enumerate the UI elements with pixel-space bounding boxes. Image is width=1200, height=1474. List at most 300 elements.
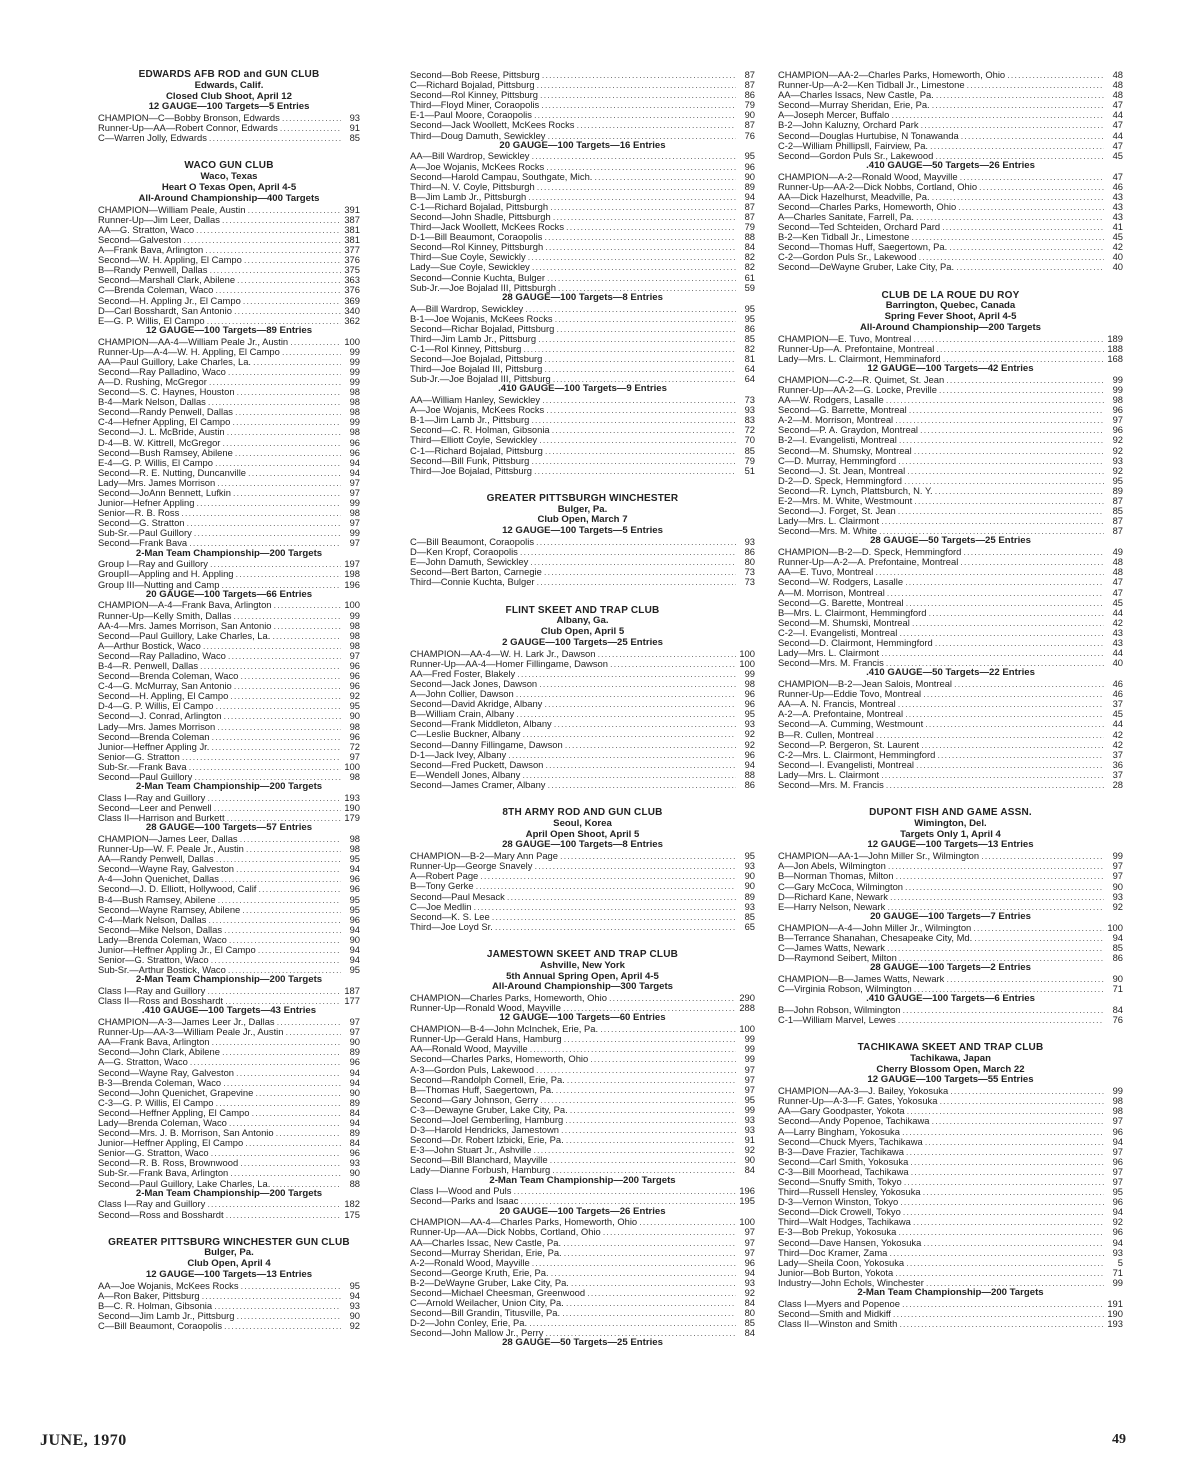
- score: 87: [744, 70, 755, 80]
- shooter-name: Third—Joe Loyd Sr.: [410, 921, 493, 932]
- result-row: [98, 762, 360, 772]
- result-row: [98, 478, 360, 488]
- score: 87: [1112, 516, 1123, 527]
- results-section: [98, 590, 360, 782]
- results-section: [778, 668, 1123, 790]
- shooter-name: CHAMPION—AA-4—Charles Parks, Homeworth, Ohio: [410, 1217, 638, 1228]
- score: 97: [1112, 1177, 1123, 1188]
- event-heading: All-Around Championship—200 Targets: [859, 322, 1042, 333]
- dot-leader: [943, 354, 1104, 364]
- result-row: [410, 537, 755, 547]
- event-heading: April Open Shoot, April 5: [525, 829, 640, 840]
- dot-leader: [215, 458, 341, 468]
- shooter-name: Lady—Sue Coyle, Sewickley: [410, 262, 530, 273]
- shooter-name: Second—Smith and Midkiff: [778, 1308, 891, 1319]
- shooter-name: CHAMPION—E. Tuvo, Montreal: [778, 333, 912, 344]
- event-heading: 12 GAUGE—100 Targets—13 Entries: [145, 1270, 313, 1281]
- dot-leader: [476, 881, 736, 891]
- score: 47: [1112, 587, 1123, 598]
- score: 72: [349, 741, 360, 752]
- event-heading: Bulger, Pa.: [204, 1248, 254, 1259]
- score: 47: [1112, 140, 1123, 151]
- dot-leader: [564, 1248, 736, 1258]
- dot-leader: [881, 770, 1104, 780]
- score: 83: [744, 415, 755, 426]
- shooter-name: Second—Dave Hansen, Yokosuka: [778, 1237, 922, 1248]
- dot-leader: [203, 641, 341, 651]
- score: 90: [744, 171, 755, 182]
- dot-leader: [546, 162, 736, 172]
- score: 95: [744, 709, 755, 720]
- score: 92: [1112, 901, 1123, 912]
- event-heading: Heart O Texas Open, April 4-5: [161, 183, 297, 194]
- dot-leader: [561, 1125, 736, 1135]
- score: 99: [744, 1104, 755, 1115]
- dot-leader: [218, 895, 341, 905]
- result-row: [410, 851, 755, 861]
- shooter-name: Second—Thomas Huff, Saegertown, Pa.: [778, 242, 948, 253]
- dot-leader: [547, 780, 736, 790]
- score: 97: [744, 1074, 755, 1085]
- shooter-name: B-2—John Kaluzny, Orchard Park: [778, 120, 919, 131]
- result-row: [778, 1309, 1123, 1319]
- dot-leader: [211, 1148, 341, 1158]
- dot-leader: [528, 192, 736, 202]
- result-row: [410, 354, 755, 364]
- score: 93: [744, 1277, 755, 1288]
- results-section: [778, 1025, 1123, 1288]
- dot-leader: [545, 446, 736, 456]
- result-row: [410, 770, 755, 780]
- shooter-name: Second—Murray Sheridan, Erie, Pa.: [410, 1247, 562, 1258]
- shooter-name: AA—Fred Foster, Blakely: [410, 668, 516, 679]
- shooter-name: CHAMPION—B-2—Mary Ann Page: [410, 851, 558, 862]
- dot-leader: [224, 711, 341, 721]
- result-row: [98, 569, 360, 579]
- results-section: [410, 1176, 755, 1207]
- shooter-name: Second—Paul Guillory: [98, 772, 193, 783]
- dot-leader: [253, 357, 341, 367]
- score: 84: [744, 1298, 755, 1309]
- shooter-name: AA—William Hanley, Sewickley: [410, 395, 541, 406]
- result-row: [98, 1158, 360, 1168]
- section-spacer: [410, 790, 755, 808]
- result-row: [778, 770, 1123, 780]
- result-row: [778, 871, 1123, 881]
- score: 196: [739, 1186, 755, 1197]
- shooter-name: E-3—John Stuart Jr., Ashville: [410, 1145, 532, 1156]
- dot-leader: [895, 1268, 1104, 1278]
- event-heading: Club Open, March 7: [537, 515, 628, 526]
- dot-leader: [921, 120, 1104, 130]
- dot-leader: [230, 1168, 341, 1178]
- shooter-name: Second—R. Lynch, Plattsburch, N. Y.: [778, 485, 933, 496]
- dot-leader: [207, 1199, 341, 1209]
- shooter-name: B—Jim Lamb Jr., Pittsburgh: [410, 191, 527, 202]
- dot-leader: [212, 732, 341, 742]
- event-heading: 2-Man Team Championship—200 Targets: [135, 782, 323, 793]
- dot-leader: [202, 1291, 341, 1301]
- score: 96: [349, 681, 360, 692]
- results-section: [778, 994, 1123, 1025]
- shooter-name: D-1—Bill Beaumont, Coraopolis: [410, 232, 543, 243]
- result-row: [778, 466, 1123, 476]
- dot-leader: [209, 133, 341, 143]
- score: 100: [739, 1217, 755, 1228]
- shooter-name: C—Bill Beaumont, Coraopolis: [98, 1321, 223, 1332]
- score: 99: [1112, 1277, 1123, 1288]
- dot-leader: [183, 235, 341, 245]
- result-row: [98, 1068, 360, 1078]
- score: 97: [744, 1064, 755, 1075]
- dot-leader: [533, 1145, 736, 1155]
- dot-leader: [272, 1179, 341, 1189]
- shooter-name: E-1—Paul Moore, Coraopolis: [410, 110, 532, 121]
- score: 91: [349, 123, 360, 134]
- score: 95: [349, 701, 360, 712]
- score: 88: [744, 769, 755, 780]
- score: 99: [349, 346, 360, 357]
- result-row: [410, 902, 755, 912]
- score: 99: [1112, 851, 1123, 862]
- result-row: [778, 1258, 1123, 1268]
- result-row: [778, 172, 1123, 182]
- shooter-name: B-4—Bush Ramsey, Abilene: [98, 894, 216, 905]
- event-heading: 12 GAUGE—100 Targets—42 Entries: [867, 364, 1034, 375]
- dot-leader: [200, 661, 341, 671]
- shooter-name: C—Leslie Buckner, Albany: [410, 729, 521, 740]
- dot-leader: [282, 113, 341, 123]
- result-row: [410, 689, 755, 699]
- result-row: [98, 935, 360, 945]
- result-row: [98, 691, 360, 701]
- result-row: [410, 1054, 755, 1064]
- result-row: [778, 719, 1123, 729]
- shooter-name: A-2—M. Morrison, Montreal: [778, 415, 894, 426]
- score: 89: [744, 891, 755, 902]
- shooter-name: AA—Paul Guillory, Lake Charles, La.: [98, 356, 252, 367]
- result-row: [410, 314, 755, 324]
- score: 188: [1107, 343, 1123, 354]
- shooter-name: Class I—Ray and Guillory: [98, 1199, 206, 1210]
- shooter-name: Second—David Akridge, Albany: [410, 699, 543, 710]
- result-row: [778, 608, 1123, 618]
- score: 93: [744, 405, 755, 416]
- results-section: [778, 790, 1123, 912]
- shooter-name: Sub-Sr.—Frank Bava: [98, 761, 187, 772]
- score: 47: [1112, 100, 1123, 111]
- dot-leader: [235, 407, 341, 417]
- result-row: [410, 202, 755, 212]
- result-row: [98, 1148, 360, 1158]
- section-spacer: [778, 273, 1123, 291]
- score: 46: [1112, 679, 1123, 690]
- result-row: [98, 621, 360, 631]
- result-row: [98, 895, 360, 905]
- result-row: [778, 435, 1123, 445]
- dot-leader: [916, 212, 1104, 222]
- shooter-name: Group III—Nutting and Camp: [98, 579, 220, 590]
- shooter-name: Second—Parks and Isaac: [410, 1196, 519, 1207]
- dot-leader: [886, 780, 1104, 790]
- dot-leader: [576, 120, 736, 130]
- result-row: [778, 861, 1123, 871]
- shooter-name: Runner-Up—Ronald Wood, Mayville: [410, 1003, 561, 1014]
- shooter-name: Senior—G. Stratton, Waco: [98, 955, 209, 966]
- dot-leader: [525, 304, 736, 314]
- shooter-name: Second—Connie Kuchta, Bulger: [410, 272, 545, 283]
- shooter-name: Second—Douglas Hurtubise, N Tonawanda: [778, 130, 959, 141]
- score: 96: [744, 161, 755, 172]
- result-row: [410, 1278, 755, 1288]
- shooter-name: Third—Doug Damuth, Sewickley: [410, 130, 546, 141]
- result-row: [410, 70, 755, 80]
- result-row: [410, 456, 755, 466]
- dot-leader: [890, 892, 1104, 902]
- result-row: [778, 588, 1123, 598]
- dot-leader: [229, 935, 341, 945]
- result-row: [778, 892, 1123, 902]
- result-row: [778, 984, 1123, 994]
- dot-leader: [544, 232, 736, 242]
- dot-leader: [544, 354, 736, 364]
- dot-leader: [974, 933, 1104, 943]
- dot-leader: [545, 760, 736, 770]
- shooter-name: C—Arnold Weilacher, Union City, Pa.: [410, 1298, 564, 1309]
- event-heading: Edwards, Calif.: [194, 80, 264, 91]
- shooter-name: B—John Robson, Wilmington: [778, 1004, 901, 1015]
- score: 47: [1112, 577, 1123, 588]
- shooter-name: D-2—D. Speck, Hemmingford: [778, 475, 902, 486]
- dot-leader: [928, 608, 1104, 618]
- score: 94: [349, 945, 360, 956]
- result-row: [778, 730, 1123, 740]
- result-row: [98, 205, 360, 215]
- shooter-name: C—Richard Bojalad, Pittsburg: [410, 80, 535, 91]
- shooter-name: Second—Bill Blanchard, Mayville: [410, 1155, 548, 1166]
- score: 93: [744, 1125, 755, 1136]
- shooter-name: Runner-Up—Jim Leer, Dallas: [98, 214, 220, 225]
- shooter-name: AA-4—Mrs. James Morrison, San Antonio: [98, 620, 272, 631]
- event-heading: Club Open, April 5: [540, 627, 625, 638]
- score: 71: [1112, 1267, 1123, 1278]
- shooter-name: Second—Ray Palladino, Waco: [98, 650, 226, 661]
- result-row: [98, 854, 360, 864]
- shooter-name: A—Joe Wojanis, McKees Rocks: [410, 161, 545, 172]
- result-row: [410, 750, 755, 760]
- result-row: [778, 1147, 1123, 1157]
- shooter-name: Runner-Up—Eddie Tovo, Montreal: [778, 689, 922, 700]
- shooter-name: Sub-Sr.—Paul Guillory: [98, 528, 192, 539]
- score: 98: [349, 772, 360, 783]
- score: 43: [1112, 627, 1123, 638]
- shooter-name: Second—Bert Barton, Carnegie: [410, 567, 542, 578]
- shooter-name: CHAMPION—C-2—R. Quimet, St. Jean: [778, 374, 945, 385]
- score: 94: [1112, 1237, 1123, 1248]
- result-row: [778, 933, 1123, 943]
- dot-leader: [900, 1197, 1104, 1207]
- shooter-name: Third—Joe Bojalad III, Pittsburg: [410, 364, 543, 375]
- event-heading: 12 GAUGE—100 Targets—5 Entries: [148, 102, 310, 113]
- score: 45: [1112, 232, 1123, 243]
- result-row: [98, 296, 360, 306]
- dot-leader: [963, 547, 1104, 557]
- shooter-name: Junior—Heffner Appling, El Campo: [98, 1138, 244, 1149]
- dot-leader: [237, 275, 341, 285]
- dot-leader: [208, 915, 341, 925]
- result-row: [410, 222, 755, 232]
- shooter-name: Second—Carl Smith, Yokosuka: [778, 1156, 909, 1167]
- shooter-name: Lady—Mrs. L. Clairmont, Hemminaford: [778, 353, 941, 364]
- result-row: [778, 1207, 1123, 1217]
- shooter-name: Junior—Heffner Appling Jr., El Campo: [98, 945, 256, 956]
- score: 99: [744, 1054, 755, 1065]
- dot-leader: [224, 1321, 341, 1331]
- shooter-name: C—Virginia Robson, Wilmington: [778, 983, 912, 994]
- result-row: [98, 925, 360, 935]
- shooter-name: Second—J. Forget, St. Jean: [778, 506, 896, 517]
- shooter-name: Second—Marshall Clark, Abilene: [98, 275, 236, 286]
- dot-leader: [889, 1248, 1104, 1258]
- score: 93: [744, 901, 755, 912]
- shooter-name: AA—Randy Penwell, Dallas: [98, 854, 214, 865]
- score: 82: [744, 262, 755, 273]
- results-column-left: [98, 70, 360, 1331]
- shooter-name: C-3—G. P. Willis, El Campo: [98, 1097, 214, 1108]
- shooter-name: Second—Bill Grandin, Titusville, Pa.: [410, 1308, 561, 1319]
- result-row: [98, 611, 360, 621]
- dot-leader: [237, 387, 341, 397]
- dot-leader: [566, 222, 736, 232]
- dot-leader: [530, 557, 736, 567]
- score: 97: [1112, 1146, 1123, 1157]
- dot-leader: [932, 100, 1104, 110]
- score: 84: [744, 242, 755, 253]
- dot-leader: [550, 1155, 736, 1165]
- result-row: [98, 559, 360, 569]
- shooter-name: Second—D. Clairmont, Hemmingford: [778, 637, 933, 648]
- event-heading: Closed Club Shoot, April 12: [166, 91, 292, 102]
- score: 51: [744, 465, 755, 476]
- shooter-name: B-2—DeWayne Gruber, Lake City, Pa.: [410, 1277, 569, 1288]
- shooter-name: Runner-Up—A. Prefontaine, Montreal: [778, 343, 935, 354]
- score: 45: [1112, 597, 1123, 608]
- shooter-name: Lady—Dianne Forbush, Hamburg: [410, 1165, 551, 1176]
- result-row: [410, 892, 755, 902]
- score: 82: [744, 343, 755, 354]
- dot-leader: [876, 730, 1104, 740]
- score: 85: [1112, 942, 1123, 953]
- shooter-name: B—Thomas Huff, Saegertown, Pa.: [410, 1084, 554, 1095]
- dot-leader: [973, 923, 1104, 933]
- dot-leader: [211, 742, 341, 752]
- score: 90: [744, 110, 755, 121]
- shooter-name: Third—Joe Bojalad, Pittsburg: [410, 465, 532, 476]
- shooter-name: E—John Damuth, Sewickley: [410, 557, 529, 568]
- shooter-name: A—Arthur Bostick, Waco: [98, 640, 201, 651]
- result-row: [778, 222, 1123, 232]
- result-row: [778, 902, 1123, 912]
- score: 99: [1112, 1086, 1123, 1097]
- result-row: [410, 881, 755, 891]
- score: 98: [349, 407, 360, 418]
- score: 288: [739, 1003, 755, 1014]
- dot-leader: [907, 1106, 1104, 1116]
- results-section: [98, 1220, 360, 1332]
- result-row: [778, 212, 1123, 222]
- score: 96: [744, 1257, 755, 1268]
- shooter-name: Lady—Mrs. L. Clairmont: [778, 516, 880, 527]
- result-row: [410, 1186, 755, 1196]
- shooter-name: A-2—Ronald Wood, Mayville: [410, 1257, 530, 1268]
- score: 90: [744, 881, 755, 892]
- result-row: [778, 1217, 1123, 1227]
- shooter-name: Runner-Up—A-2—A. Prefontaine, Montreal: [778, 557, 959, 568]
- score: 45: [1112, 709, 1123, 720]
- result-row: [410, 324, 755, 334]
- result-row: [98, 1017, 360, 1027]
- result-row: [410, 993, 755, 1003]
- dot-leader: [981, 851, 1104, 861]
- event-heading: Club Open, April 4: [187, 1259, 271, 1270]
- club-name-heading: TACHIKAWA SKEET AND TRAP CLUB: [857, 1042, 1044, 1053]
- result-row: [98, 1179, 360, 1189]
- score: 98: [349, 397, 360, 408]
- shooter-name: A—G. Stratton, Waco: [98, 1057, 188, 1068]
- dot-leader: [898, 699, 1104, 709]
- shooter-name: E-2—Mrs. M. White, Westmount: [778, 495, 913, 506]
- dot-leader: [566, 1135, 736, 1145]
- result-row: [778, 1177, 1123, 1187]
- dot-leader: [230, 691, 341, 701]
- event-heading: 28 GAUGE—100 Targets—2 Entries: [870, 963, 1031, 974]
- results-section: [778, 364, 1123, 536]
- dot-leader: [507, 892, 736, 902]
- score: 97: [349, 650, 360, 661]
- dot-leader: [240, 671, 341, 681]
- shooter-name: Lady—Mrs. James Morrison: [98, 477, 216, 488]
- result-row: [778, 182, 1123, 192]
- result-row: [778, 750, 1123, 760]
- score: 93: [349, 1158, 360, 1169]
- result-row: [98, 275, 360, 285]
- score: 193: [344, 792, 360, 803]
- dot-leader: [610, 659, 736, 669]
- score: 190: [1107, 1308, 1123, 1319]
- dot-leader: [936, 344, 1104, 354]
- dot-leader: [542, 395, 736, 405]
- shooter-name: Second—Ray Palladino, Waco: [98, 366, 226, 377]
- score: 87: [744, 212, 755, 223]
- result-row: [410, 1165, 755, 1175]
- event-heading: Spring Fever Shoot, April 4-5: [884, 312, 1017, 323]
- result-row: [98, 1108, 360, 1118]
- event-heading: Albany, Ga.: [556, 616, 609, 627]
- score: 98: [349, 844, 360, 855]
- score: 85: [1112, 506, 1123, 517]
- result-row: [410, 1258, 755, 1268]
- result-row: [410, 659, 755, 669]
- score: 96: [1112, 1156, 1123, 1167]
- result-row: [410, 283, 755, 293]
- result-row: [98, 803, 360, 813]
- dot-leader: [528, 252, 736, 262]
- shooter-name: Second—J. Conrad, Arlington: [98, 711, 222, 722]
- score: 93: [744, 719, 755, 730]
- dot-leader: [923, 1238, 1104, 1248]
- shooter-name: Second—Randolph Cornell, Erie, Pa.: [410, 1074, 565, 1085]
- event-heading: 12 GAUGE—100 Targets—13 Entries: [867, 840, 1034, 851]
